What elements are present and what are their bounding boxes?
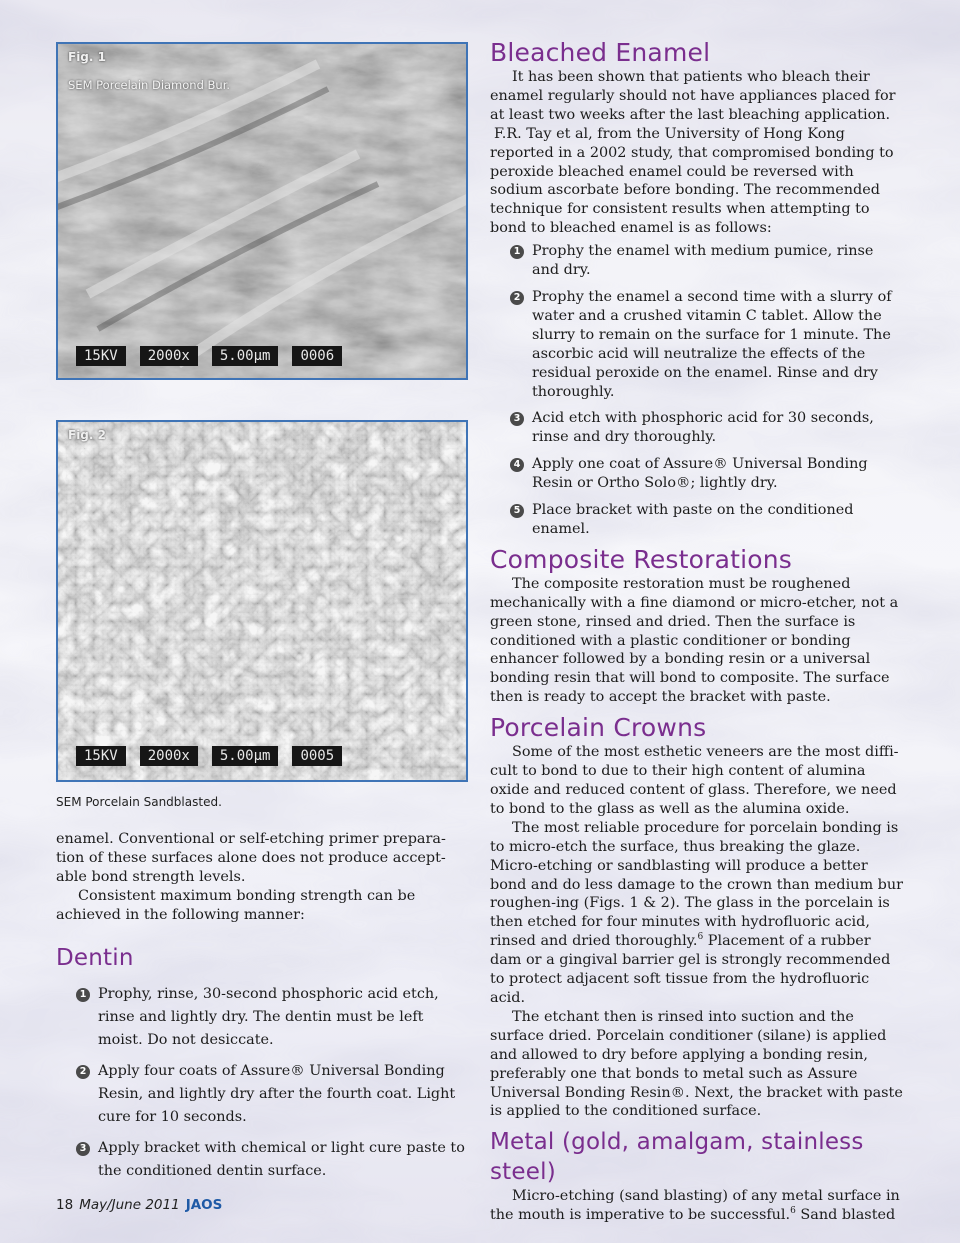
magazine-name: JAOS	[185, 1197, 223, 1213]
list-item	[490, 409, 904, 447]
list-item	[490, 455, 904, 493]
step-text: Place bracket with paste on the conditioned enamel.	[532, 502, 854, 537]
section-heading-porcelain-crowns: Porcelain Crowns	[490, 713, 707, 743]
scale-magnification: 2000x	[140, 346, 198, 366]
list-item	[490, 288, 904, 401]
scale-frame-number: 0006	[292, 346, 342, 366]
paragraph: The composite restoration must be roughened mechanically with a fine diamond or micro-etcher, not a green stone, rinsed and dried. Then the surface is conditioned with a plastic conditioner or bonding enhancer followed by a bonding resin or a universal bonding resin that will bond to composite. The surface then is ready to accept the bracket with paste.	[490, 575, 899, 706]
paragraph: Some of the most esthetic veneers are the most diffi-cult to bond to due to their high content of alumina oxide and reduced content of glass. Therefore, we need to bond to the glass as well as the alumina oxide.	[490, 744, 899, 817]
figure-1-label: Fig. 1	[68, 50, 106, 64]
scale-voltage: 15KV	[76, 346, 126, 366]
text-run: Micro-etching (sand blasting) of any metal surface in the mouth is imperative to be successful.	[490, 1188, 900, 1224]
footnote-reference: 6	[790, 1206, 796, 1217]
figure-1-caption: SEM Porcelain Diamond Bur.	[68, 78, 231, 92]
step-number: 4	[510, 458, 524, 472]
page-number: 18	[56, 1197, 74, 1213]
list-item	[56, 1060, 468, 1129]
sem-image-sandblasted	[58, 422, 468, 782]
left-column	[56, 830, 468, 1183]
paragraph	[490, 1187, 904, 1225]
step-text: Apply four coats of Assure® Universal Bonding Resin, and lightly dry after the fourth coat. Light cure for 10 seconds.	[98, 1062, 456, 1125]
dentin-steps	[56, 983, 468, 1183]
step-text: Prophy the enamel with medium pumice, rinse and dry.	[532, 243, 874, 279]
section-heading-metal: Metal (gold, amalgam, stainless steel)	[490, 1129, 864, 1186]
scale-magnification: 2000x	[140, 746, 198, 766]
list-item	[56, 983, 468, 1052]
figure-2	[56, 420, 468, 782]
step-number: 1	[510, 245, 524, 259]
step-text: Apply one coat of Assure® Universal Bonding Resin or Ortho Solo®; lightly dry.	[532, 456, 868, 492]
step-number: 3	[76, 1142, 90, 1156]
section-heading-bleached-enamel: Bleached Enamel	[490, 38, 711, 67]
step-number: 1	[76, 988, 90, 1002]
list-item	[490, 242, 904, 280]
figure-2-caption: SEM Porcelain Sandblasted.	[56, 795, 222, 809]
paragraph: It has been shown that patients who bleach their enamel regularly should not have appliances placed for at least two weeks after the last bleaching application.	[490, 69, 896, 123]
paragraph: F.R. Tay et al, from the University of Hong Kong reported in a 2002 study, that compromised bonding to peroxide bleached enamel could be reversed with sodium ascorbate before bonding. The recommended technique for consistent results when attempting to bond to bleached enamel is as follows:	[490, 125, 894, 237]
footnote-reference: 6	[697, 932, 704, 943]
step-number: 5	[510, 504, 524, 518]
step-text: Prophy the enamel a second time with a slurry of water and a crushed vitamin C tablet. Allow the slurry to remain on the surface for 1 minute. The ascorbic acid will neutralize the effects of the residual peroxide on the enamel. Rinse and dry thoroughly.	[532, 288, 892, 400]
sem-image-diamond-bur	[58, 44, 468, 380]
scale-length: 5.00µm	[212, 346, 279, 366]
figure-2-label: Fig. 2	[68, 428, 106, 442]
right-column	[490, 38, 904, 1225]
issue-date: May/June 2011	[79, 1197, 180, 1213]
scale-length: 5.00µm	[212, 746, 279, 766]
step-text: Prophy, rinse, 30-second phosphoric acid etch, rinse and lightly dry. The dentin must be left moist. Do not desiccate.	[98, 985, 439, 1048]
figure-2-scalebar	[58, 746, 466, 766]
figure-1	[56, 42, 468, 380]
section-heading-dentin: Dentin	[56, 944, 134, 971]
scale-voltage: 15KV	[76, 746, 126, 766]
paragraph: enamel. Conventional or self-etching primer prepara-tion of these surfaces alone does not produce accept-able bond strength levels.	[56, 831, 446, 885]
list-item	[490, 501, 904, 539]
paragraph: Consistent maximum bonding strength can be achieved in the following manner:	[56, 887, 416, 923]
step-number: 2	[76, 1065, 90, 1079]
step-number: 2	[510, 291, 524, 305]
figure-1-scalebar	[58, 346, 466, 366]
text-run: Placement of a rubber dam or a gingival barrier gel is strongly recommended to protect adjacent soft tissue from the hydrofluoric acid.	[490, 933, 891, 1006]
scale-frame-number: 0005	[292, 746, 342, 766]
paragraph	[490, 819, 904, 1008]
bleached-enamel-steps	[490, 242, 904, 539]
step-text: Apply bracket with chemical or light cure paste to the conditioned dentin surface.	[98, 1139, 465, 1179]
text-run: The most reliable procedure for porcelain bonding is to micro-etch the surface, thus breaking the glaze. Micro-etching or sandblasting will produce a better bond and do less damage to the crown than medium bur roughen-ing (Figs. 1 & 2). The glass in the porcelain is then etched for four minutes with hydrofluoric acid, rinsed and dried thoroughly.	[490, 819, 904, 950]
step-text: Acid etch with phosphoric acid for 30 seconds, rinse and dry thoroughly.	[532, 410, 874, 446]
section-heading-composite-restorations: Composite Restorations	[490, 544, 793, 574]
page-footer	[56, 1197, 222, 1213]
step-number: 3	[510, 412, 524, 426]
list-item	[56, 1137, 468, 1183]
text-run: Sand blasted	[795, 1207, 896, 1224]
paragraph: The etchant then is rinsed into suction and the surface dried. Porcelain conditioner (silane) is applied and allowed to dry before applying a bonding resin, preferably one that bonds to metal such as Assure Universal Bonding Resin®. Next, the bracket with paste is applied to the conditioned surface.	[490, 1008, 903, 1120]
